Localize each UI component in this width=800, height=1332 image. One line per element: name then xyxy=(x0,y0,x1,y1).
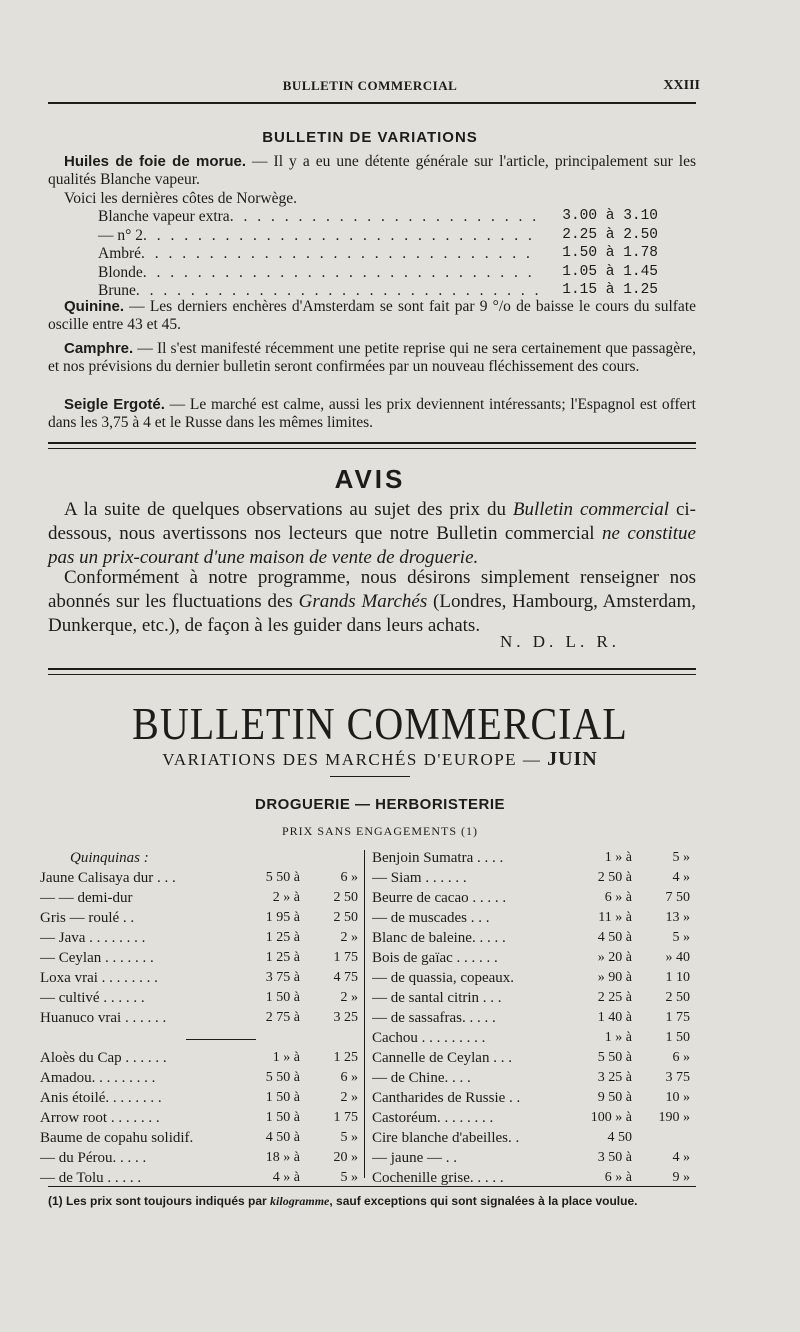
product-name: Benjoin Sumatra . . . . xyxy=(372,850,504,866)
price-high: 2 » xyxy=(340,990,358,1005)
price-high: 1 25 xyxy=(333,1050,358,1065)
variations-title: BULLETIN DE VARIATIONS xyxy=(262,129,478,146)
price-row xyxy=(372,850,692,870)
variation-value: 1.50 à 1.78 xyxy=(562,245,658,261)
price-row xyxy=(40,1130,360,1150)
footnote xyxy=(48,1194,696,1208)
price-row xyxy=(372,910,692,930)
variation-row xyxy=(98,227,658,245)
price-low: 5 50 à xyxy=(265,1070,300,1085)
price-low: 5 50 à xyxy=(265,870,300,885)
leader-dots xyxy=(230,208,540,226)
price-low: 1 25 à xyxy=(265,930,300,945)
price-low: 1 50 à xyxy=(265,1110,300,1125)
price-low: 2 50 à xyxy=(597,870,632,885)
norwege-intro xyxy=(48,190,696,208)
price-row xyxy=(372,930,692,950)
bulletin-month: JUIN xyxy=(547,748,598,770)
variation-row xyxy=(98,208,658,226)
product-name: Castoréum. . . . . . . . xyxy=(372,1110,494,1126)
product-name: Jaune Calisaya dur . . . xyxy=(40,870,176,886)
product-name: Aloès du Cap . . . . . . xyxy=(40,1050,167,1066)
variation-label: Blanche vapeur extra xyxy=(98,208,230,225)
drugs-list-left xyxy=(40,1050,360,1190)
product-name: Cochenille grise. . . . . xyxy=(372,1170,504,1186)
price-low: 4 50 à xyxy=(265,1130,300,1145)
price-row xyxy=(40,1050,360,1070)
price-high: 3 25 xyxy=(333,1010,358,1025)
avis-p1-italic-2: ne constitue pas un prix-courant d'une maison de vente de droguerie. xyxy=(48,523,696,568)
price-low: 5 50 à xyxy=(597,1050,632,1065)
price-row xyxy=(372,950,692,970)
price-high: 7 50 xyxy=(665,890,690,905)
product-name: — Siam . . . . . . xyxy=(372,870,467,886)
price-high: 1 10 xyxy=(665,970,690,985)
product-name: — de quassia, copeaux. xyxy=(372,970,515,986)
price-row xyxy=(372,890,692,910)
product-name: Baume de copahu solidif. xyxy=(40,1130,194,1146)
avis-title: AVIS xyxy=(334,464,406,494)
price-row xyxy=(372,1170,692,1190)
price-high: 5 » xyxy=(672,930,690,945)
product-name: Loxa vrai . . . . . . . . xyxy=(40,970,158,986)
running-title: BULLETIN COMMERCIAL xyxy=(282,78,458,93)
variation-label: Blonde xyxy=(98,263,143,281)
price-low: 100 » à xyxy=(590,1110,632,1125)
quinquinas-heading-row xyxy=(40,850,360,870)
running-header xyxy=(40,78,700,96)
price-low: 3 50 à xyxy=(597,1150,632,1165)
price-high: 9 » xyxy=(672,1170,690,1185)
quinquinas-list xyxy=(40,870,360,1030)
product-name: Blanc de baleine. . . . . xyxy=(372,930,506,946)
product-name: — de sassafras. . . . . xyxy=(372,1010,496,1026)
quinine-text: — Les derniers enchères d'Amsterdam se sont fait par 9 °/o de baisse le cours du sulfate oscille entre 43 et 45. xyxy=(48,298,696,333)
price-high: 6 » xyxy=(340,1070,358,1085)
price-low: 1 50 à xyxy=(265,990,300,1005)
price-low: 1 » à xyxy=(272,1050,300,1065)
price-high: 5 » xyxy=(340,1130,358,1145)
price-high: 2 » xyxy=(340,1090,358,1105)
price-high: 10 » xyxy=(665,1090,690,1105)
bulletin-subtitle-text: VARIATIONS DES MARCHÉS D'EUROPE — xyxy=(162,750,542,769)
price-row xyxy=(40,1010,360,1030)
price-low: 1 25 à xyxy=(265,950,300,965)
price-row xyxy=(40,870,360,890)
variation-value: 1.15 à 1.25 xyxy=(562,282,658,298)
price-high: 1 50 xyxy=(665,1030,690,1045)
price-row xyxy=(372,990,692,1010)
price-low: 1 50 à xyxy=(265,1090,300,1105)
price-row xyxy=(40,1110,360,1130)
avis-double-rule-bottom xyxy=(48,674,696,675)
price-row xyxy=(372,1090,692,1110)
quinquinas-heading: Quinquinas : xyxy=(70,850,149,866)
price-high: 1 75 xyxy=(665,1010,690,1025)
price-row xyxy=(40,890,360,910)
footnote-rule xyxy=(48,1186,696,1187)
norwege-intro-text: Voici les dernières côtes de Norwège. xyxy=(64,190,297,207)
product-name: Cannelle de Ceylan . . . xyxy=(372,1050,512,1066)
price-column-right xyxy=(372,850,692,1190)
price-row xyxy=(372,1150,692,1170)
seigle-paragraph xyxy=(48,396,696,432)
price-high: 13 » xyxy=(665,910,690,925)
product-name: Beurre de cacao . . . . . xyxy=(372,890,507,906)
footnote-italic: kilogramme xyxy=(270,1194,330,1208)
price-row xyxy=(372,1010,692,1030)
camphre-text: — Il s'est manifesté récemment une petite reprise qui ne sera certainement que passagère, et nos prévisions du dernier bulletin seront confirmées par un nouveau fléchissement des cours. xyxy=(48,340,696,375)
price-low: 4 » à xyxy=(272,1170,300,1185)
price-low: 6 » à xyxy=(604,890,632,905)
price-high: 2 50 xyxy=(665,990,690,1005)
leader-dots xyxy=(143,264,540,282)
price-high: 1 75 xyxy=(333,1110,358,1125)
product-name: — Java . . . . . . . . xyxy=(40,930,146,946)
product-name: — du Pérou. . . . . xyxy=(40,1150,147,1166)
price-low: 2 25 à xyxy=(597,990,632,1005)
price-low: 2 75 à xyxy=(265,1010,300,1025)
price-low: 2 » à xyxy=(272,890,300,905)
column-separator-rule xyxy=(186,1039,256,1040)
price-row xyxy=(40,970,360,990)
price-low: » 90 à xyxy=(597,970,632,985)
avis-double-rule-top xyxy=(48,668,696,670)
price-low: 1 40 à xyxy=(597,1010,632,1025)
price-low: 3 25 à xyxy=(597,1070,632,1085)
subtitle-short-rule xyxy=(330,776,410,777)
price-row xyxy=(372,1050,692,1070)
header-rule xyxy=(48,102,696,104)
variation-label: Brune xyxy=(98,282,136,299)
price-high: 6 » xyxy=(340,870,358,885)
price-row xyxy=(372,1030,692,1050)
price-low: 9 50 à xyxy=(597,1090,632,1105)
price-high: 190 » xyxy=(658,1110,690,1125)
product-name: Cire blanche d'abeilles. . xyxy=(372,1130,520,1146)
bulletin-title: BULLETIN COMMERCIAL xyxy=(132,697,628,750)
camphre-paragraph xyxy=(48,340,696,376)
camphre-heading: Camphre. xyxy=(64,340,134,357)
price-high: 2 50 xyxy=(333,910,358,925)
product-name: Gris — roulé . . xyxy=(40,910,135,926)
product-name: — jaune — . . xyxy=(372,1150,457,1166)
product-name: Huanuco vrai . . . . . . xyxy=(40,1010,167,1026)
product-name: Arrow root . . . . . . . xyxy=(40,1110,160,1126)
footnote-b: , sauf exceptions qui sont signalées à la place voulue. xyxy=(329,1194,638,1208)
price-low: 1 » à xyxy=(604,1030,632,1045)
product-name: — de Chine. . . . xyxy=(372,1070,471,1086)
price-high: 20 » xyxy=(333,1150,358,1165)
variation-label: — n° 2 xyxy=(98,226,143,244)
avis-p1-b: ci-dessous, nous avertissons nos lecteurs que notre Bulletin commercial xyxy=(48,499,696,544)
price-low: 1 95 à xyxy=(265,910,300,925)
price-high: 5 » xyxy=(340,1170,358,1185)
product-name: — de muscades . . . xyxy=(372,910,490,926)
product-name: — de santal citrin . . . xyxy=(372,990,502,1006)
product-name: Amadou. . . . . . . . . xyxy=(40,1070,156,1086)
price-row xyxy=(40,990,360,1010)
avis-p2-b: (Londres, Hambourg, Amsterdam, Dunkerque, etc.), de façon à les guider dans leurs achats. xyxy=(48,591,696,636)
price-high: 2 » xyxy=(340,930,358,945)
seigle-heading: Seigle Ergoté. xyxy=(64,396,165,413)
quinine-paragraph xyxy=(48,298,696,334)
avis-p1-a: A la suite de quelques observations au sujet des prix du xyxy=(64,499,513,520)
price-high: 4 » xyxy=(672,870,690,885)
price-high: 6 » xyxy=(672,1050,690,1065)
price-row xyxy=(372,970,692,990)
column-divider xyxy=(364,850,365,1178)
product-name: — Ceylan . . . . . . . xyxy=(40,950,154,966)
price-row xyxy=(40,910,360,930)
price-high: 3 75 xyxy=(665,1070,690,1085)
price-low: 3 75 à xyxy=(265,970,300,985)
price-high: 5 » xyxy=(672,850,690,865)
avis-p2-a: Conformément à notre programme, nous désirons simplement renseigner nos abonnés sur les fluctuations des xyxy=(48,567,696,612)
avis-paragraph-2 xyxy=(48,566,696,638)
section-droguerie: DROGUERIE — HERBORISTERIE xyxy=(254,796,506,813)
price-row xyxy=(40,950,360,970)
price-high: 4 75 xyxy=(333,970,358,985)
product-name: Cachou . . . . . . . . . xyxy=(372,1030,486,1046)
price-column-left xyxy=(40,850,360,1190)
product-name: — de Tolu . . . . . xyxy=(40,1170,142,1186)
price-row xyxy=(40,1170,360,1190)
price-high: 1 75 xyxy=(333,950,358,965)
prix-note: PRIX SANS ENGAGEMENTS (1) xyxy=(281,824,478,838)
price-row xyxy=(40,1070,360,1090)
seigle-text: — Le marché est calme, aussi les prix deviennent intéressants; l'Espagnol est offert dans les 3,75 à 4 et le Russe dans les mêmes limites. xyxy=(48,396,696,431)
price-row xyxy=(40,1090,360,1110)
footnote-a: (1) Les prix sont toujours indiqués par xyxy=(48,1194,271,1208)
product-name: Anis étoilé. . . . . . . . xyxy=(40,1090,162,1106)
price-low: 4 50 xyxy=(607,1130,632,1145)
avis-p2-italic: Grands Marchés xyxy=(298,591,428,612)
leader-dots xyxy=(141,245,540,263)
avis-signature: N. D. L. R. xyxy=(500,632,621,651)
huiles-paragraph xyxy=(48,153,696,189)
avis-p1-italic-1: Bulletin commercial xyxy=(512,499,669,520)
bulletin-subtitle xyxy=(40,748,720,771)
price-row xyxy=(372,1070,692,1090)
drugs-list-right xyxy=(372,850,692,1190)
leader-dots xyxy=(143,227,540,245)
price-high: 2 50 xyxy=(333,890,358,905)
price-high xyxy=(632,1130,690,1150)
variation-row xyxy=(98,264,658,282)
product-name: — — demi-dur xyxy=(40,890,133,906)
product-name: Bois de gaïac . . . . . . xyxy=(372,950,498,966)
variation-value: 2.25 à 2.50 xyxy=(562,226,658,243)
price-low: 6 » à xyxy=(604,1170,632,1185)
huiles-text: — Il y a eu une détente générale sur l'article, principalement sur les qualités Blanche vapeur. xyxy=(48,153,697,188)
price-low: 1 » à xyxy=(604,850,632,865)
section-double-rule-bottom xyxy=(48,448,696,449)
variation-value: 3.00 à 3.10 xyxy=(562,208,658,224)
variation-row xyxy=(98,245,658,263)
product-name: Cantharides de Russie . . xyxy=(372,1090,521,1106)
price-low: 18 » à xyxy=(265,1150,300,1165)
section-double-rule-top xyxy=(48,442,696,444)
quinine-heading: Quinine. xyxy=(64,298,124,315)
price-row xyxy=(372,870,692,890)
price-high: 4 » xyxy=(672,1150,690,1165)
price-low: 11 » à xyxy=(598,910,632,925)
product-name: — cultivé . . . . . . xyxy=(40,990,145,1006)
avis-paragraph-1 xyxy=(48,498,696,570)
huiles-heading: Huiles de foie de morue. xyxy=(64,153,246,170)
price-low: 4 50 à xyxy=(597,930,632,945)
variation-label: Ambré xyxy=(98,245,142,262)
price-row xyxy=(372,1130,692,1150)
price-row xyxy=(372,1110,692,1130)
page-number: XXIII xyxy=(663,78,700,93)
variation-value: 1.05 à 1.45 xyxy=(562,263,658,280)
price-row xyxy=(40,930,360,950)
price-row xyxy=(40,1150,360,1170)
price-high: » 40 xyxy=(665,950,690,965)
price-low: » 20 à xyxy=(597,950,632,965)
